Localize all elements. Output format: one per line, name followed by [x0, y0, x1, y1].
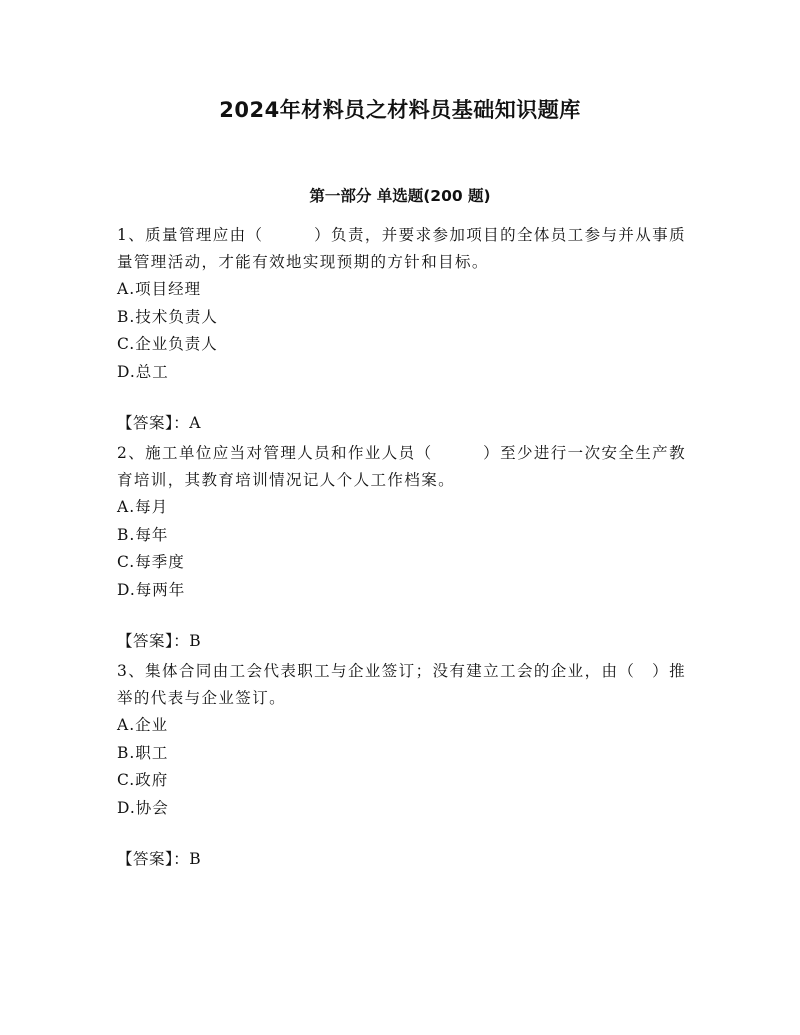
question-stem: 1、质量管理应由（ ）负责，并要求参加项目的全体员工参与并从事质量管理活动，才能有效地实现预期的方针和目标。 — [117, 226, 686, 271]
option-a: A.企业 — [117, 716, 169, 734]
option-list — [117, 276, 687, 386]
answer-line — [117, 410, 687, 437]
option-b: B.每年 — [117, 525, 169, 544]
answer-value: B — [189, 850, 202, 868]
option-a: A.项目经理 — [117, 280, 202, 298]
document-title: 2024年材料员之材料员基础知识题库 — [219, 98, 581, 122]
option-d: D.每两年 — [117, 580, 186, 599]
option-c: C.政府 — [117, 771, 169, 789]
question-1 — [117, 222, 687, 437]
answer-line — [117, 846, 687, 873]
answer-value: A — [189, 414, 201, 432]
option-b: B.技术负责人 — [117, 307, 218, 326]
answer-label: 【答案】： — [117, 632, 190, 650]
option-list — [117, 712, 687, 822]
option-a: A.每月 — [117, 498, 169, 516]
answer-label: 【答案】： — [117, 850, 190, 868]
question-list — [117, 222, 687, 876]
option-b: B.职工 — [117, 743, 169, 762]
answer-line — [117, 628, 687, 655]
question-stem: 3、集体合同由工会代表职工与企业签订；没有建立工会的企业，由（ ）推举的代表与企业签订。 — [117, 662, 686, 707]
option-d: D.总工 — [117, 362, 169, 381]
answer-label: 【答案】： — [117, 414, 190, 432]
option-d: D.协会 — [117, 798, 169, 817]
question-3 — [117, 658, 687, 873]
option-list — [117, 494, 687, 604]
answer-value: B — [189, 632, 202, 650]
option-c: C.每季度 — [117, 553, 185, 571]
question-2 — [117, 440, 687, 655]
option-c: C.企业负责人 — [117, 335, 218, 353]
section-title: 第一部分 单选题(200 题) — [309, 187, 491, 205]
question-stem: 2、施工单位应当对管理人员和作业人员（ ）至少进行一次安全生产教育培训，其教育培训情况记人个人工作档案。 — [117, 444, 686, 489]
